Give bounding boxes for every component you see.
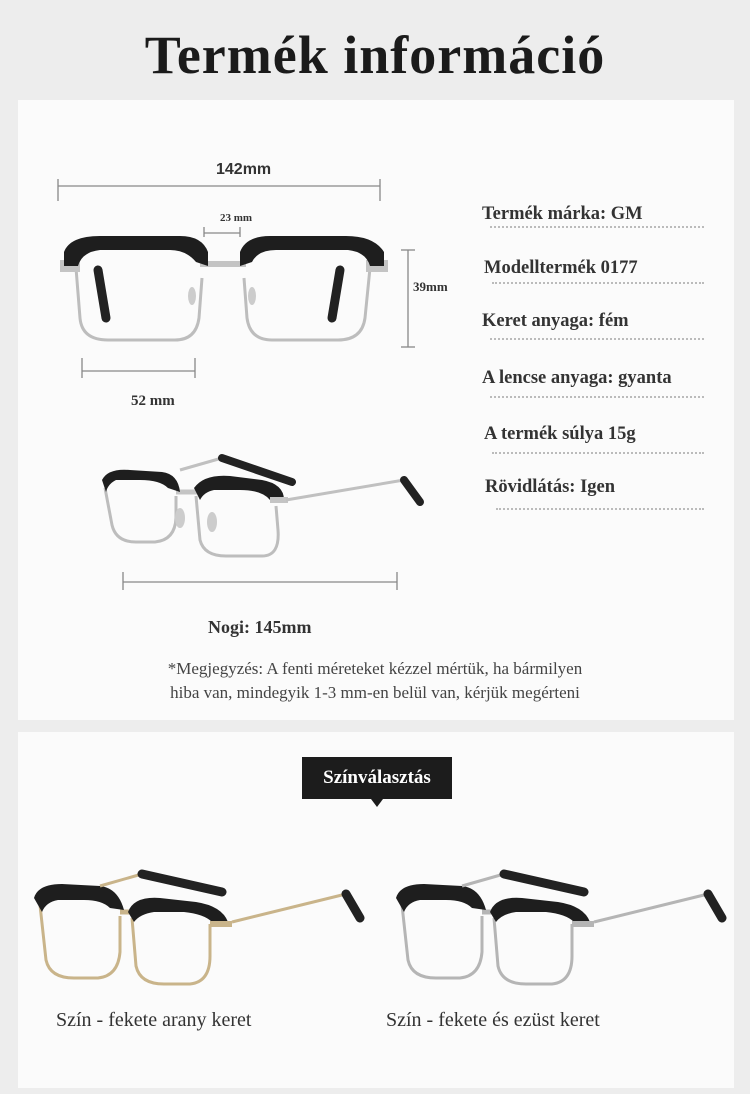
spec-model: Modelltermék 0177 [484, 258, 638, 278]
color-option-gold-label[interactable]: Szín - fekete arany keret [56, 1009, 252, 1031]
spec-myopia: Rövidlátás: Igen [485, 477, 616, 497]
spec-weight: A termék súlya 15g [484, 424, 636, 444]
measurement-note-line2: hiba van, mindegyik 1-3 mm-en belül van, kérjük megérteni [170, 683, 580, 702]
spec-lens-material: A lencse anyaga: gyanta [482, 368, 672, 388]
total-width-label: 142mm [216, 161, 272, 178]
color-option-silver-label[interactable]: Szín - fekete és ezüst keret [386, 1009, 600, 1031]
measurement-note-line1: *Megjegyzés: A fenti méreteket kézzel mértük, ha bármilyen [167, 659, 583, 678]
lens-width-label: 52 mm [131, 393, 175, 409]
height-label: 39mm [413, 279, 448, 294]
spec-frame-material: Keret anyaga: fém [482, 311, 629, 331]
color-choice-badge: Színválasztás [302, 757, 452, 799]
page-title: Termék információ [144, 25, 606, 85]
temple-length-label: Nogi: 145mm [208, 617, 312, 637]
spec-brand: Termék márka: GM [482, 204, 643, 224]
bridge-label: 23 mm [220, 212, 253, 224]
